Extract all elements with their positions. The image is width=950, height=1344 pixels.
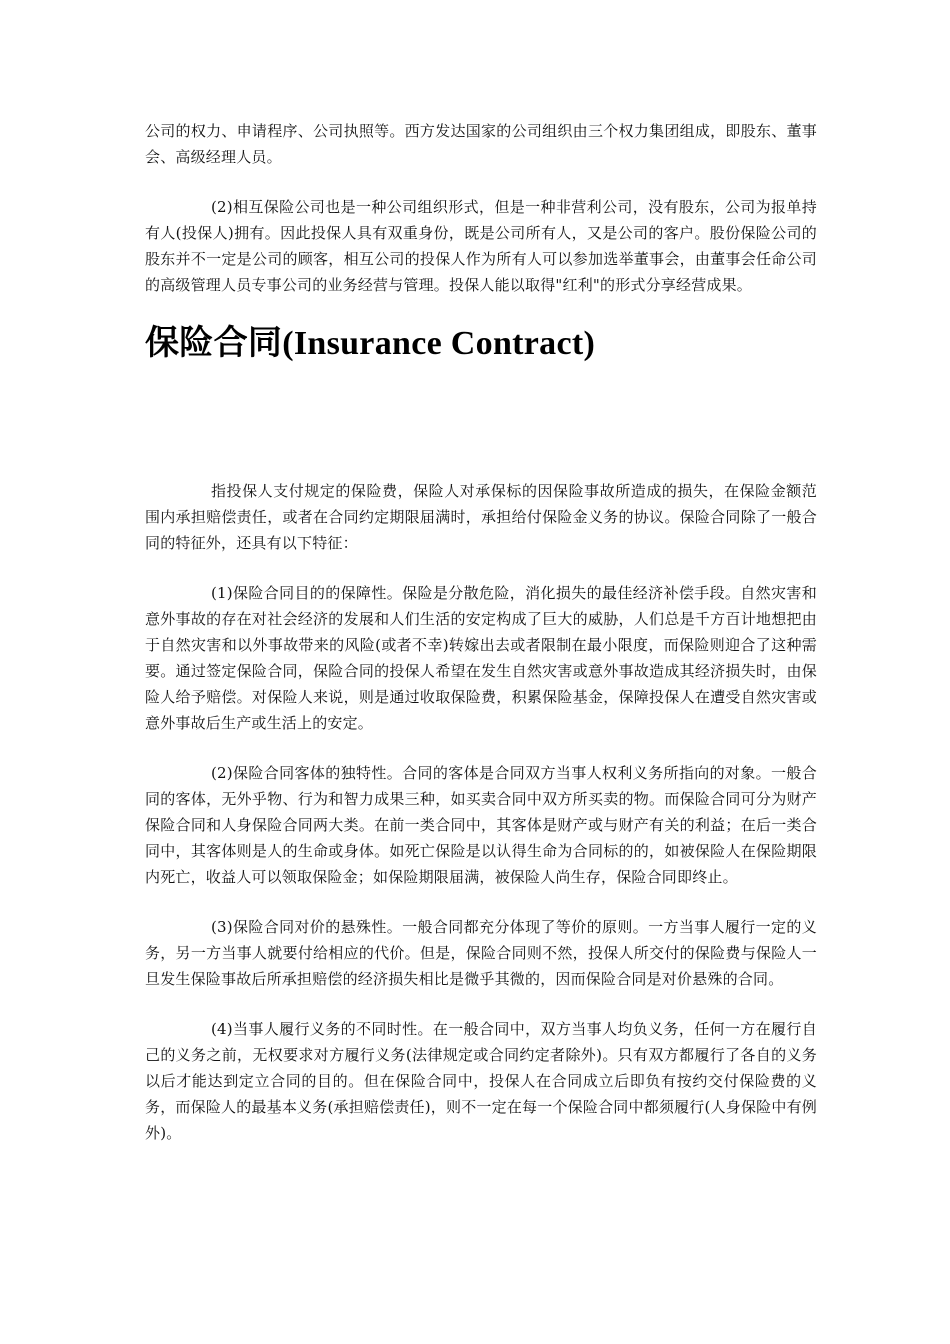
definition-paragraph: 指投保人支付规定的保险费，保险人对承保标的因保险事故所造成的损失，在保险金额范围内承担赔偿责任，或者在合同约定期限届满时，承担给付保险金义务的协议。保险合同除了一般合同的特征外，还具有以下特征： — [145, 482, 817, 552]
feature-paragraph-1: (1)保险合同目的的保障性。保险是分散危险，消化损失的最佳经济补偿手段。自然灾害和意外事故的存在对社会经济的发展和人们生活的安定构成了巨大的威胁，人们总是千方百计地想把由于自然灾害和以外事故带来的风险(或者不幸)转嫁出去或者限制在最小限度，而保险则迎合了这种需要。通过签定保险合同，保险合同的投保人希望在发生自然灾害或意外事故造成其经济损失时，由保险人给予赔偿。对保险人来说，则是通过收取保险费，积累保险基金，保障投保人在遭受自然灾害或意外事故后生产或生活上的安定。 — [145, 584, 817, 732]
feature-paragraph-2: (2)保险合同客体的独特性。合同的客体是合同双方当事人权利义务所指向的对象。一般合同的客体，无外乎物、行为和智力成果三种，如买卖合同中双方所买卖的物。而保险合同可分为财产保险合同和人身保险合同两大类。在前一类合同中，其客体是财产或与财产有关的利益；在后一类合同中，其客体则是人的生命或身体。如死亡保险是以认得生命为合同标的的，如被保险人在保险期限内死亡，收益人可以领取保险金；如保险期限届满，被保险人尚生存，保险合同即终止。 — [145, 764, 817, 886]
feature-paragraph-4: (4)当事人履行义务的不同时性。在一般合同中，双方当事人均负义务，任何一方在履行自己的义务之前，无权要求对方履行义务(法律规定或合同约定者除外)。只有双方都履行了各自的义务以后才能达到定立合同的目的。但在保险合同中，投保人在合同成立后即负有按约交付保险费的义务，而保险人的最基本义务(承担赔偿责任)，则不一定在每一个保险合同中都须履行(人身保险中有例外)。 — [145, 1020, 817, 1142]
heading-spacer — [145, 368, 817, 478]
intro-paragraph-1: 公司的权力、申请程序、公司执照等。西方发达国家的公司组织由三个权力集团组成，即股东、董事会、高级经理人员。 — [145, 122, 817, 166]
feature-paragraph-3: (3)保险合同对价的悬殊性。一般合同都充分体现了等价的原则。一方当事人履行一定的义务，另一方当事人就要付给相应的代价。但是，保险合同则不然，投保人所交付的保险费与保险人一旦发生保险事故后所承担赔偿的经济损失相比是微乎其微的，因而保险合同是对价悬殊的合同。 — [145, 918, 817, 988]
section-heading: 保险合同(Insurance Contract) — [145, 325, 596, 362]
intro-paragraph-2: (2)相互保险公司也是一种公司组织形式，但是一种非营利公司，没有股东，公司为报单持有人(投保人)拥有。因此投保人具有双重身份，既是公司所有人，又是公司的客户。股份保险公司的股东并不一定是公司的顾客，相互公司的投保人作为所有人可以参加选举董事会，由董事会任命公司的高级管理人员专事公司的业务经营与管理。投保人能以取得"红利"的形式分享经营成果。 — [145, 198, 817, 294]
document-page — [145, 118, 817, 1146]
